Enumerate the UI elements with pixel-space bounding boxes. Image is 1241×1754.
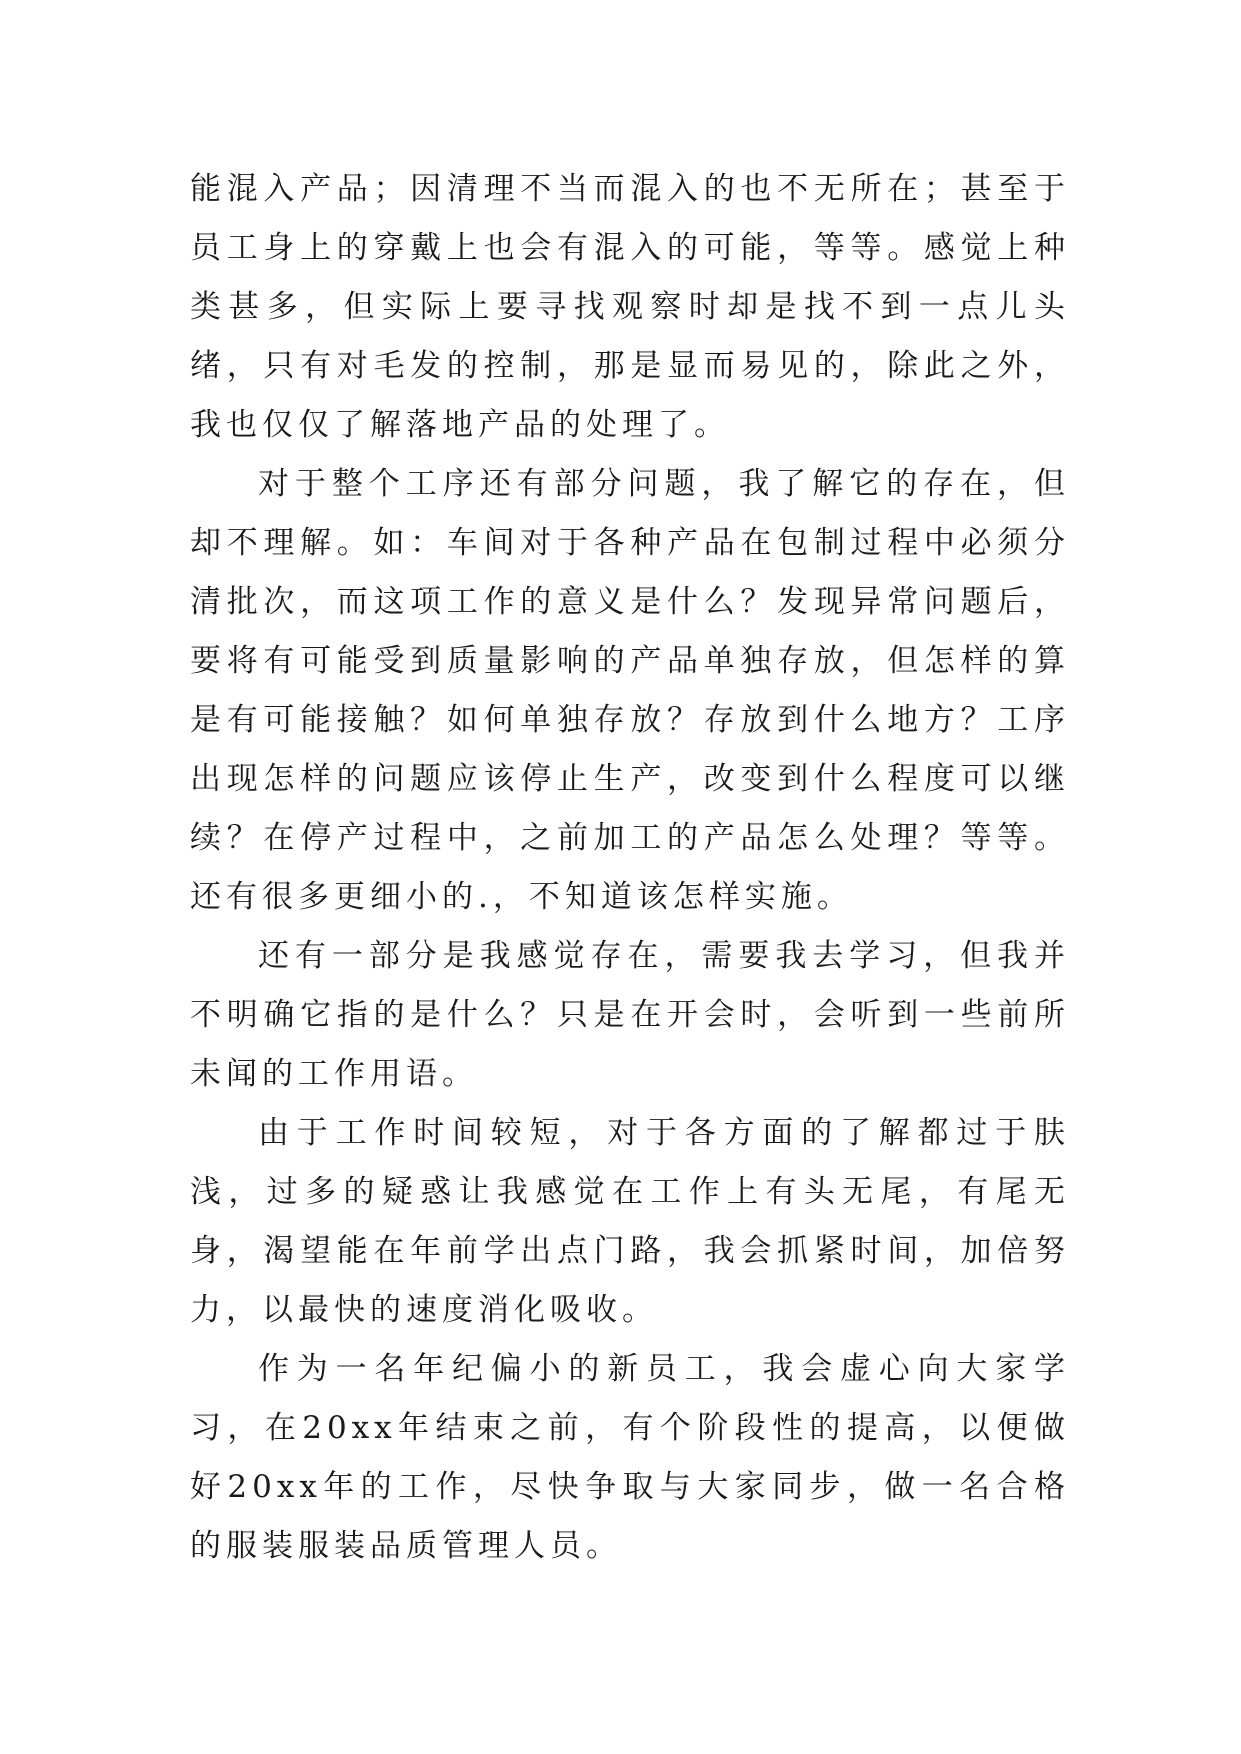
paragraph-2: 对于整个工序还有部分问题，我了解它的存在，但却不理解。如：车间对于各种产品在包制过程中必须分清批次，而这项工作的意义是什么？发现异常问题后，要将有可能受到质量影响的产品单独存放，但怎样的算是有可能接触？如何单独存放？存放到什么地方？工序出现怎样的问题应该停止生产，改变到什么程度可以继续？在停产过程中，之前加工的产品怎么处理？等等。还有很多更细小的.，不知道该怎样实施。 [190,466,1070,915]
document-body [190,160,1070,1576]
paragraph-5: 作为一名年纪偏小的新员工，我会虚心向大家学习，在20xx年结束之前，有个阶段性的提高，以便做好20xx年的工作，尽快争取与大家同步，做一名合格的服装服装品质管理人员。 [190,1351,1070,1564]
paragraph-1: 能混入产品；因清理不当而混入的也不无所在；甚至于员工身上的穿戴上也会有混入的可能，等等。感觉上种类甚多，但实际上要寻找观察时却是找不到一点儿头绪，只有对毛发的控制，那是显而易见的，除此之外，我也仅仅了解落地产品的处理了。 [190,171,1070,443]
paragraph-3: 还有一部分是我感觉存在，需要我去学习，但我并不明确它指的是什么？只是在开会时，会听到一些前所未闻的工作用语。 [190,938,1070,1092]
paragraph-4: 由于工作时间较短，对于各方面的了解都过于肤浅，过多的疑惑让我感觉在工作上有头无尾，有尾无身，渴望能在年前学出点门路，我会抓紧时间，加倍努力，以最快的速度消化吸收。 [190,1115,1070,1328]
